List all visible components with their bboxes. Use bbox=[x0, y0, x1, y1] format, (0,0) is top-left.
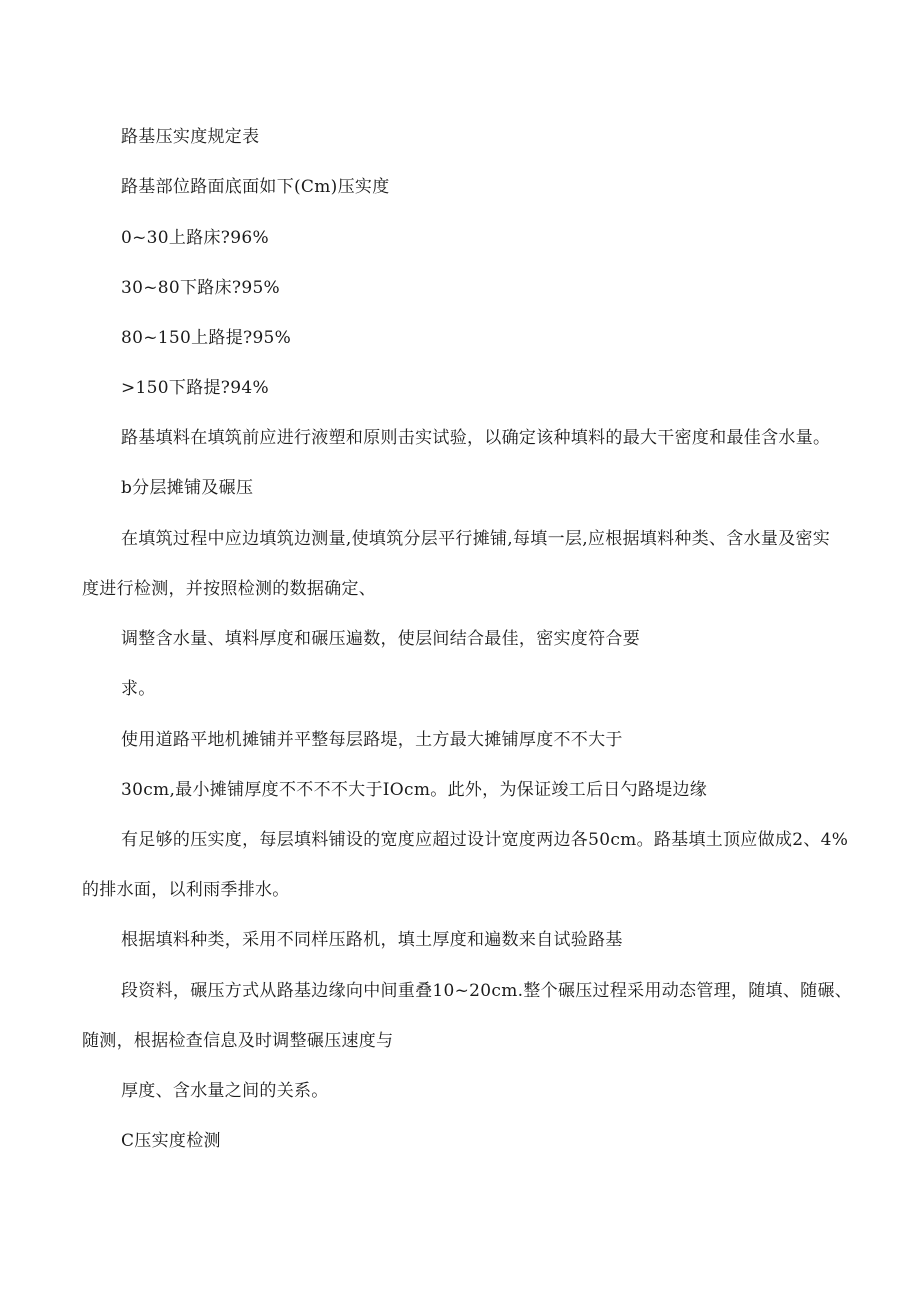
section-heading: b分层摊铺及碾压 bbox=[121, 478, 254, 498]
paragraph-line: 随测，根据检查信息及时调整碾压速度与 bbox=[82, 1031, 394, 1051]
paragraph-line: 厚度、含水量之间的关系。 bbox=[121, 1081, 329, 1101]
paragraph-line: 的排水面，以利雨季排水。 bbox=[82, 880, 290, 900]
table-title: 路基压实度规定表 bbox=[121, 127, 260, 147]
table-row: 0~30上路床?96% bbox=[121, 228, 269, 248]
paragraph-line: 调整含水量、填料厚度和碾压遍数，使层间结合最佳，密实度符合要 bbox=[121, 629, 640, 649]
paragraph-line: 使用道路平地机摊铺并平整每层路堤，土方最大摊铺厚度不不大于 bbox=[121, 730, 623, 750]
paragraph-line: 在填筑过程中应边填筑边测量,使填筑分层平行摊铺,每填一层,应根据填料种类、含水量及密实 bbox=[121, 529, 831, 549]
paragraph-line: 求。 bbox=[121, 679, 156, 699]
section-heading: C压实度检测 bbox=[121, 1131, 221, 1151]
table-row: 30~80下路床?95% bbox=[121, 278, 281, 298]
paragraph-line: 段资料，碾压方式从路基边缘向中间重叠10~20cm.整个碾压过程采用动态管理，随填、随碾、 bbox=[121, 981, 853, 1001]
table-row: 80~150上路提?95% bbox=[121, 328, 292, 348]
paragraph-line: 度进行检测，并按照检测的数据确定、 bbox=[82, 579, 377, 599]
paragraph-line: 路基填料在填筑前应进行液塑和原则击实试验，以确定该种填料的最大干密度和最佳含水量。 bbox=[121, 428, 831, 448]
paragraph-line: 30cm,最小摊铺厚度不不不不大于IOcm。此外，为保证竣工后日勺路堤边缘 bbox=[121, 780, 708, 800]
paragraph-line: 有足够的压实度，每层填料铺设的宽度应超过设计宽度两边各50cm。路基填土顶应做成2、4% bbox=[121, 830, 849, 850]
paragraph-line: 根据填料种类，采用不同样压路机，填土厚度和遍数来自试验路基 bbox=[121, 930, 623, 950]
table-header: 路基部位路面底面如下(Cm)压实度 bbox=[121, 177, 390, 197]
table-row: >150下路提?94% bbox=[121, 378, 269, 398]
